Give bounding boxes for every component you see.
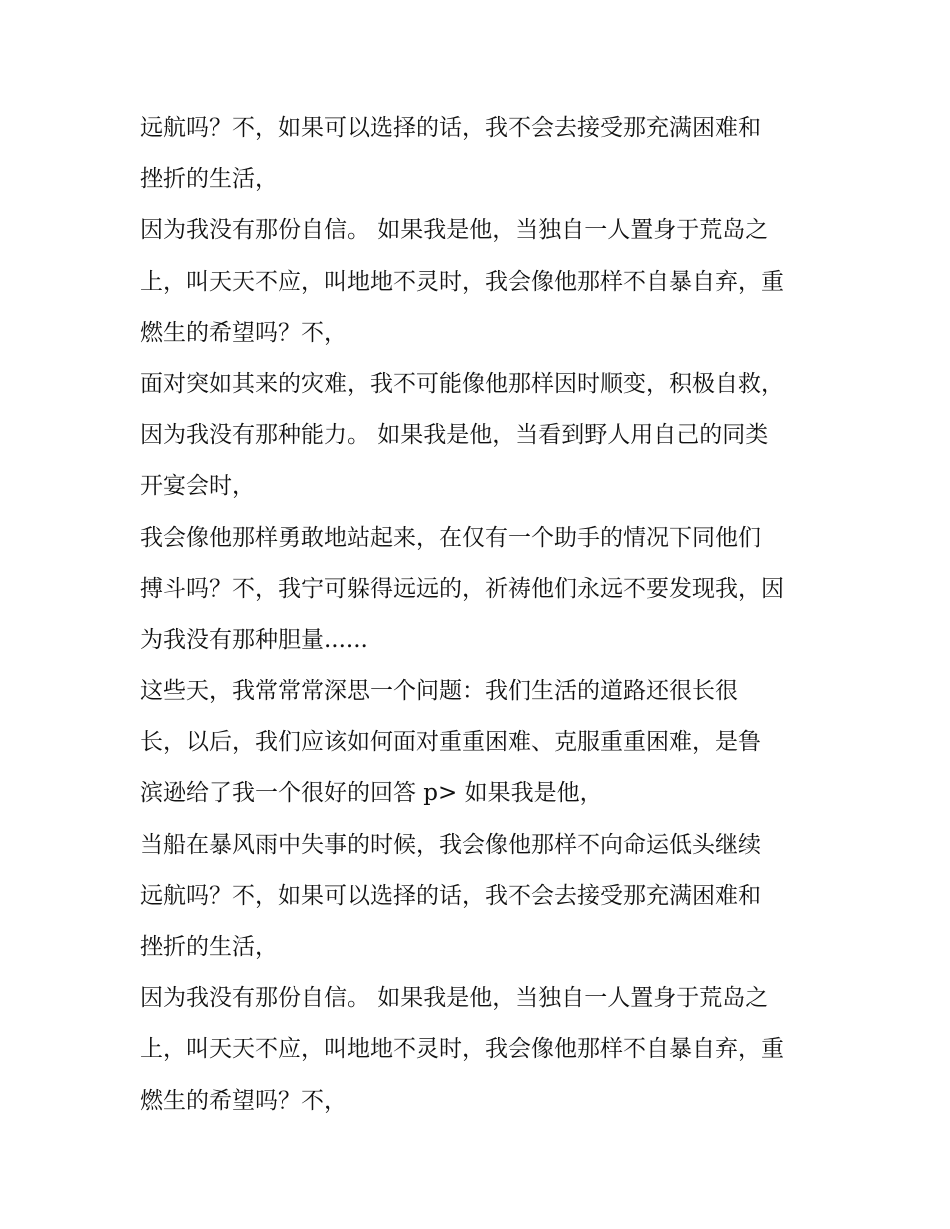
text-line: 滨逊给了我一个很好的回答 p> 如果我是他， [140,780,603,807]
text-line: 燃生的希望吗？不， [140,1087,347,1114]
text-line: 远航吗？不，如果可以选择的话，我不会去接受那充满困难和 [140,115,761,141]
text-line: 因为我没有那份自信。 如果我是他，当独自一人置身于荒岛之 [140,985,769,1012]
text-line: 燃生的希望吗？不， [140,319,347,346]
text-line: 搏斗吗？不，我宁可躲得远远的，祈祷他们永远不要发现我，因 [140,575,784,602]
text-line: 远航吗？不，如果可以选择的话，我不会去接受那充满困难和 [140,882,761,909]
text-line: 长，以后，我们应该如何面对重重困难、克服重重困难，是鲁 [140,729,761,756]
text-line: 开宴会时， [140,473,255,500]
text-line: 上，叫天天不应，叫地地不灵时，我会像他那样不自暴自弃，重 [140,268,784,295]
text-line: 当船在暴风雨中失事的时候，我会像他那样不向命运低头继续 [140,831,761,858]
text-line: 挫折的生活， [140,166,278,193]
text-line: 上，叫天天不应，叫地地不灵时，我会像他那样不自暴自弃，重 [140,1036,784,1063]
document-body [140,103,820,1127]
text-line: 我会像他那样勇敢地站起来，在仅有一个助手的情况下同他们 [140,524,761,551]
text-line: 挫折的生活， [140,934,278,960]
text-line: 为我没有那种胆量...... [140,626,368,653]
text-line: 这些天，我常常常深思一个问题：我们生活的道路还很长很 [140,678,738,705]
text-line: 因为我没有那份自信。 如果我是他，当独自一人置身于荒岛之 [140,217,769,244]
text-line: 面对突如其来的灾难，我不可能像他那样因时顺变，积极自救， [140,370,784,397]
text-line: 因为我没有那种能力。 如果我是他，当看到野人用自己的同类 [140,422,769,449]
